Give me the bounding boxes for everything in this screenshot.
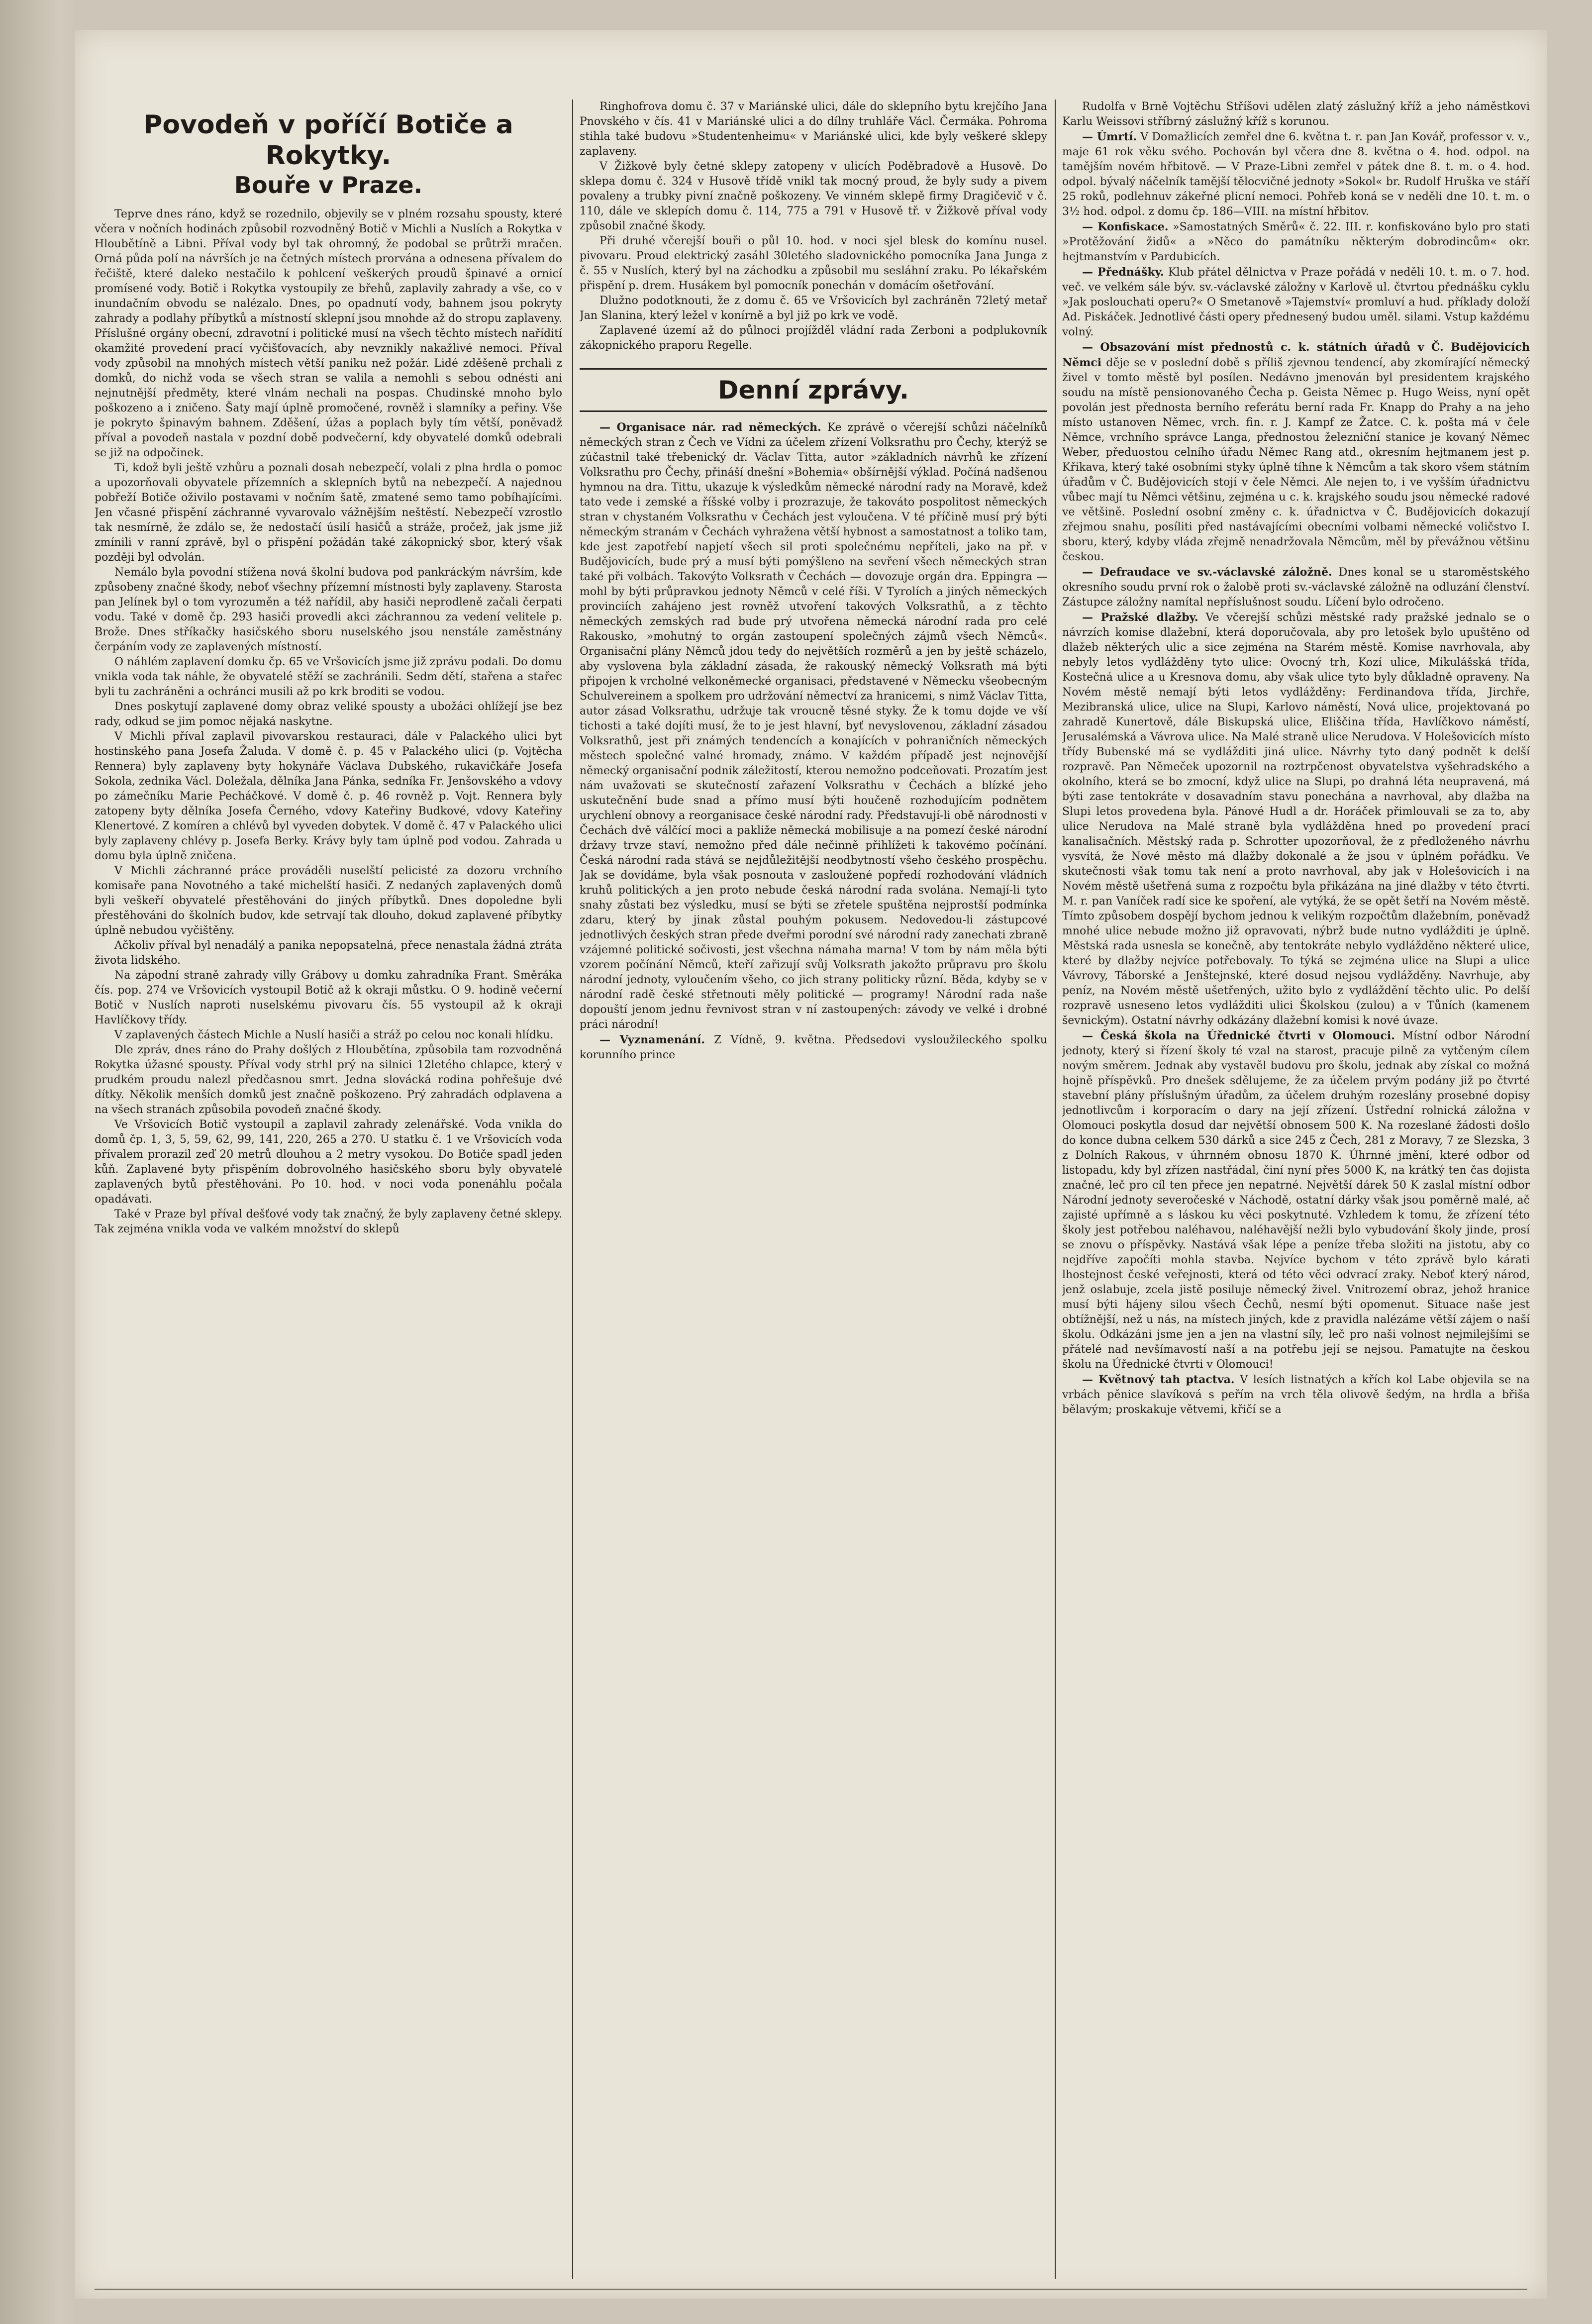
article-subhead: Bouře v Praze.: [234, 172, 423, 199]
column-2: [580, 100, 1047, 2289]
news-item-title: — Defraudace ve sv.-václavské záložně.: [1082, 566, 1332, 579]
news-item: [1062, 1028, 1530, 1372]
news-item-text: Ke zprávě o včerejší schůzi náčelníků německých stran z Čech ve Vídni za účelem zřízení Volksrathu pro Čechy, kterýž se zúčastnil také třebenický dr. Václav Titta, autor »základních návrhů ke zřízení Volksrathu pro Čechy, přináší dnešní »Bohemia« obšírnější výklad. Počíná nadšenou hymnou na dra. Tittu, ukazuje k výsledkům německé národní rady na Moravě, kdež tato vede i zemské a říšské volby i prozrazuje, že takováto pospolitost německých stran v chystaném Volksrathu v Čechách jest vyloučena. V té příčině musí prý býti německým stranám v Čechách vyhražena větší hybnost a samostatnost a toliko tam, kde jest zapotřebí napjetí všech sil proti společnému nepříteli, jako na př. v Budějovicích, bude prý a musí býti pomýšleno na sevření všech německých stran také při volbách. Takovýto Volksrath v Čechách — dovozuje orgán dra. Eppingra — mohl by býti průpravkou jednoty Němců v celé říši. V Tyrolích a jiných německých provinciích zahájeno jest rovněž utvoření takových Volksrathů, a z těchto německých zemských rad bude prý utvořena německá národní rada pro celé Rakousko, »mohutný to orgán zastoupení společných zájmů všech Němců«. Organisační plány Němců jdou tedy do největších rozměrů a jen by ještě scházelo, aby vyslovena byla základní zásada, že rakouský německý Volksrath má býti připojen k vrcholné velkoněmecké organisaci, představené v Německu všeobecným Schulvereinem a spolkem pro udržování němectví za hranicemi, s nimž Václav Titta, autor zásad Volksrathu, udržuje tak vroucně těsné styky. Že k tomu dojde ve vší tichosti a také dojíti musí, že to je jest hlavní, byť nevyslovenou, základní zásadou Volksrathů, jest při známých tendencích a konajících v pohraničních německých městech společné valné hromady, známo. V každém případě jest nejnovější německý organisační podnik záležitostí, kterou nemožno podceňovati. Prozatím jest nám uvažovati se skutečností zařazení Volksrathu v Čechách a blízké jeho uskutečnění bude snad a přímo musí býti houčeně rozhodujícím podnětem urychlení obnovy a reorganisace české národní rady. Představují-li obě národnosti v Čechách dvě válčící moci a pakliže německá mobilisuje a na pomezí české národní državy trvze staví, nemožno před dále nečinně přihlížeti k takovémo počínání. Česká národní rada stává se nejdůležitější neodbytností všeho českého prospěchu. Jak se dovídáme, byla však posnouta v zasloužené popředí rozhodování vládních kruhů politických a jen proto nebude česká národní rada svolána. Nemají-li tyto snahy zůstati bez výsledku, musí se býti se zřetele spuštěna nejprostší podmínka zdaru, který by jinak zůstal pouhým pokusem. Nedovedou-li zástupcové jednotlivých českých stran přede dveřmi porodní své národní rady zanechati zbraně vzájemné politické sočivosti, jest všechna námaha marna! V tom by nám měla býti vzorem počínání Němců, kteří zařizují svůj Volksrath jakožto průpravu pro školu národní jednoty, vyloučením všeho, co jich strany politicky různí. Běda, kdyby se v národní radě české střetnouti měly politické — programy! Národní rada naše dopouští jenom jednu řevnivost stran v ní zastoupených: závody ve velké i drobné práci národní!: [580, 421, 1047, 1031]
news-item-title: — Přednášky.: [1082, 266, 1164, 279]
article-body: [95, 207, 562, 1237]
news-item-title: — Organisace nár. rad německých.: [599, 421, 821, 434]
news-item-title: — Konfiskace.: [1082, 220, 1169, 233]
news-item-text: Dnes konal se u staroměstského okresního soudu první rok o žalobě proti sv.-václavské záložně na odluzání členství. Zástupce záložny namítal nepříslušnost soudu. Líčení bylo odročeno.: [1062, 566, 1530, 608]
article-paragraph: Na zápodní straně zahrady villy Grábovy u domku zahradníka Frant. Směráka čís. pop. 274 ve Vršovicích vystoupil Botič až k okraji můstku. O 9. hodině večerní Botič v Nuslích naproti nuselskému pivovaru čís. 55 vystoupil až k okraji Havlíčkovy třídy.: [95, 969, 562, 1026]
article-paragraph: Ringhofrova domu č. 37 v Mariánské ulici, dále do sklepního bytu krejčího Jana Pnovského v čís. 41 v Mariánské ulici a do dílny truhláře Václ. Čermáka. Pohroma stihla také budovu »Studentenheimu« v Mariánské ulici, kde byly veškeré sklepy zaplaveny.: [580, 101, 1047, 158]
news-item-title: — Obsazování míst přednostů c. k. státních úřadů v Č. Budějovicích Němci: [1062, 341, 1530, 369]
article-paragraph: Ve Vršovicích Botič vystoupil a zaplavil zahrady zelenářské. Voda vnikla do domů čp. 1, 3, 5, 59, 62, 99, 141, 220, 265 a 270. U statku č. 1 ve Vršovicích voda přívalem prorazil zeď 20 metrů dlouhou a 2 metry vysokou. Do Botiče spadl jeden kůň. Zaplavené byty přispěním dobrovolného hasičského sboru byly obyvatelé zaplavených bytů přestěhováni. Po 10. hod. v noci voda ponenáhlu počala opadávati.: [95, 1118, 562, 1206]
news-item-text: Ve včerejší schůzi městské rady pražské jednalo se o návrzích komise dlažební, která doporučovala, aby pro letošek bylo upuštěno od dlažeb některých ulic a sice zejména na Starém městě. Komise navrhovala, aby nebyly letos vydlážděny tyto ulice: Ovocný trh, Kozí ulice, Mikulášská třída, Kostečná ulice a u Kresnova domu, aby však ulice tyto byly důkladně opraveny. Na Novém městě nemají býti letos vydlážděny: Ferdinandova třída, Jirchře, Mezibranská ulice, ulice na Slupi, Karlovo náměstí, Nová ulice, projektovaná po zahradě Kunertově, dále Biskupská ulice, Eliščina třída, Havlíčkovo náměstí, Jerusalémská a Vávrova ulice. Na Malé straně ulice Nerudova. V Holešovicích místo třídy Bubenské má se vydlážditi jiná ulice. Návrhy tyto daný podnět k delší rozpravě. Pan Němeček upozornil na roztrpčenost obyvatelstva vyšehradského a okolního, která se bo zmocní, když ulice na Slupi, po drahná léta neupravená, má býti zase tentokráte v dosavadním stavu ponechána a navrhoval, aby dlažba na Slupi letos provedena byla. Pánové Hudl a dr. Horáček přimlouvali se za to, aby ulice Nerudova na Malé straně byla vydlážděna hned po provedení prací kanalisačních. Městský rada p. Schrotter upozorňoval, že z předloženého návrhu vysvítá, že Nové město má dlažby dokonalé a že jsou v úplném pořádku. Ve skutečnosti však tomu tak není a proto navrhoval, aby jak v Holešovicích i na Novém městě ušetřená suma z rozpočtu byla přikázána na jiné dlažby v této čtvrti. M. r. pan Vaníček radí sice ke spoření, ale vytýká, že se opět šetří na Novém městě. Tímto způsobem dospějí bychom jednou k velikým rozpočtům dlažebním, poněvadž mnohé ulice nebude možno již opravovati, nýbrž bude nutno vydlážditi je úplně. Městská rada usnesla se konečně, aby tentokráte nebylo vydlážděno některé ulice, které by dlažby nejvíce potřebovaly. To týká se zejména ulice na Slupi a ulice Vávrovy, Táborské a Jenštejnské, které dosud nejsou vydlážděny. Navrhuje, aby peníz, na Novém městě ušetřených, užito bylo z vydláždění těchto ulic. Po delší rozpravě usneseno letos vydlážditi ulici Školskou (zulou) a v Tůních (kamenem ševnickým). Ostatní návrhy odkázány dlažební komisi k nové úvaze.: [1062, 611, 1530, 1027]
article-paragraph: Ti, kdož byli ještě vzhůru a poznali dosah nebezpečí, volali z plna hrdla o pomoc a upozorňovali obyvatele přízemních a sklepních bytů na nebezpečí. A najednou pobřeží Botiče oživilo postavami v nočním šatě, zmatené semo tamo pobíhajícími. Jen včasné přispění záchranné vyvarovalo vážnějším neštěstí. Nebezpečí vzrostlo tak nesmírně, že zdálo se, že nedostačí úsilí hasičů a stráže, pročež, jak jsme již zmínili v ranní zprávě, byl o přispění požádán také zákopnický sbor, který však později byl odvolán.: [95, 462, 562, 564]
column-rule: [572, 100, 573, 2279]
news-item-text: děje se v poslední době s příliš zjevnou tendencí, aby zkomírající německý živel v tomto městě byl posílen. Nedávno jmenován byl presidentem krajského soudu na místě pensionovaného Čecha p. Geista Němec p. Hugo Weiss, nyní opět povolán jest přednosta berního referátu berní rada Fr. Knapp do Prahy a na jeho místo ustanoven Němec, vrch. fin. r. J. Kampf ze Žatce. C. k. pošta má v čele Němce, vrchního správce Langa, přednostou železniční stanice je kovaný Němec Weber, předuostou celního úřadu Němec Rang atd., okresním hejtmanem jest p. Křikava, který také osobními styky úplně tíhne k Němcům a tak skoro všem státním úřadům v Č. Budějovicích stojí v čele Němci. Ale nejen to, i ve vyšším úřadnictvu vůbec mají tu Němci většinu, zejména u c. k. krajského soudu jsou německé radové ve většině. Poslední osobní změny c. k. úřadnictva v Č. Budějovicích dokazují zřejmou snahu, posíliti před nastávajícími obecními volbami německé voličstvo I. sboru, který, kdyby vláda zřejmě nenadržovala Němcům, měl by převážnou většinu českou.: [1062, 357, 1530, 563]
news-item-title: — Česká škola na Úřednické čtvrti v Olomouci.: [1082, 1029, 1395, 1042]
news-item: [1062, 1372, 1530, 1417]
news-item: [1062, 610, 1530, 1028]
article-paragraph: Dlužno podotknouti, že z domu č. 65 ve Vršovicích byl zachráněn 72letý metař Jan Slanina, který ležel v konírně a byl již po krk ve vodě.: [580, 295, 1047, 322]
article-paragraph: Při druhé včerejší bouři o půl 10. hod. v noci sjel blesk do komínu nusel. pivovaru. Proud elektrický zasáhl 30letého sladovnického pomocníka Jana Junga z č. 55 v Nuslích, který byl na záchodku a způsobil mu sesláhní zraku. Po lékařském přispění p. drem. Husákem byl pomocník ponechán v domácím ošetřování.: [580, 235, 1047, 292]
news-item: [1062, 219, 1530, 265]
news-item-text: V lesích listnatých a křích kol Labe objevila se na vrbách pěnice slavíková s peřím na vrch těla olivově šedým, na hrdla a břiša bělavým; proskakuje větvemi, křičí se a: [1062, 1374, 1530, 1416]
news-item-text: »Samostatných Směrů« č. 22. III. r. konfiskováno bylo pro stati »Protěžování židů« a »Něco do památníku některým dobrodincům« okr. hejtmanstvím v Pardubicích.: [1062, 221, 1530, 263]
article-paragraph: V zaplavených částech Michle a Nuslí hasiči a stráž po celou noc konali hlídku.: [114, 1029, 554, 1041]
news-item: [1062, 100, 1530, 129]
news-item-title: — Úmrtí.: [1082, 130, 1137, 143]
column-1: [95, 100, 562, 2289]
article-paragraph: V Michli záchranné práce prováděli nuselští pelicisté za dozoru vrchního komisaře pana Novotného a také michelští hasiči. Z nedaných zaplavených domů byli veškeří obyvatelé přestěhováni do jiných příbytků. Dnes dopoledne byli přestěhováni do školních budov, kde setrvají tak dlouho, dokud zaplavené příbytky úplně nebudou vyčištěny.: [95, 865, 562, 937]
news-item-text: Z Vídně, 9. května. Předsedovi vysloužileckého spolku korunního prince: [580, 1034, 1047, 1061]
news-item-title: — Pražské dlažby.: [1082, 611, 1198, 624]
column-3: [1062, 100, 1530, 2289]
section-title: Denní zprávy.: [580, 368, 1047, 412]
article-paragraph: V Žižkově byly četné sklepy zatopeny v ulicích Poděbradově a Husově. Do sklepa domu č. 324 v Husově třídě vnikl tak mocný proud, že byly sudy a pivem povaleny a trubky pivní značně poškozeny. Ve vinném sklepě firmy Dragičevič v č. 110, dále ve sklepích domu č. 114, 775 a 791 v Husově tř. v Žižkově příval vody způsobil značné škody.: [580, 160, 1047, 232]
article-paragraph: V Michli příval zaplavil pivovarskou restauraci, dále v Palackého ulici byt hostinského pana Josefa Žaluda. V domě č. p. 45 v Palackého ulici (p. Vojtěcha Rennera) byly zaplaveny byty hokynáře Václava Dubského, rukavičkáře Josefa Sokola, zednika Václ. Doležala, dělníka Jana Pánka, sedníka Fr. Jenšovského a vdovy po zámečníku Marie Pecháčkové. V domě č. p. 46 rovněž p. Vojt. Rennera byly zatopeny byty dělníka Josefa Černého, vdovy Kateřiny Budkové, vdovy Kateřiny Klenertové. Z komíren a chlévů byl vyveden dobytek. V domě č. 47 v Palackého ulici byly zaplaveny chlévy p. Josefa Berky. Krávy byly tam úplně pod vodou. Zahrada u domu byla úplně zničena.: [95, 730, 562, 862]
article-paragraph: Ačkoliv příval byl nenadálý a panika nepopsatelná, přece nenastala žádná ztráta života lidského.: [95, 939, 562, 967]
column-rule: [1055, 100, 1056, 2279]
news-item-text: Místní odbor Národní jednoty, který si řízení školy té vzal na starost, pracuje pilně za vytčeným cílem novým směrem. Jednak aby vystavěl budovu pro školu, jednak aby získal co možná hojně příspěvků. Pro dnešek sdělujeme, že za účelem prvým podány již po čtvrté stavební plány příslušným úřadům, za účelem druhým rozeslány prosebné dopisy jednotlivcům i korporacím o dary na její zřízení. Ústřední rolnická záložna v Olomouci poskytla dosud dar největší obnosem 500 K. Na rozeslané žádosti došlo do konce dubna celkem 530 dárků a sice 245 z Čech, 281 z Moravy, 7 ze Slezska, 3 z Dolních Rakous, v úhrnném obnosu 1870 K. Úhrnné jmění, které odbor od listopadu, kdy byl zřízen nastřádal, činí nyní přes 5000 K, na krátký ten čas dojista značné, leč pro cíl ten přece jen nepatrné. Největší dárek 50 K zaslal místní odbor Národní jednoty severočeské v Náchodě, ostatní dárky však jsou poměrně malé, ač zajisté upřímně a s láskou ku věci poskytnuté. Vzhledem k tomu, že zřízení této školy jest potřebou naléhavou, naléhavější nežli bylo vybudování školy jinde, prosí se znovu o příspěvky. Nastává však lépe a peníze třeba složiti na jistotu, aby co nejdříve započíti mohla stavba. Nejvíce bychom v této zprávě bylo kárati lhostejnost české veřejnosti, která od této věci odvrací zraky. Neboť který národ, jenž oslabuje, zcela jistě posiluje německý živel. Vnitrozemí obraz, jehož hranice musí býti hájeny silou všech Čechů, nesmí býti opomenut. Situace naše jest obtížnější, než u nás, na místech jiných, kde z pravidla nalézáme větší zájem o naší školu. Odkázáni jsme jen a jen na vlastní síly, leč pro naši volnost nejmilejšími se přátelé nad nevšímavostí naší a na potřebu její se nejsou. Pamatujte na českou školu na Úřednické čtvrti v Olomouci!: [1062, 1030, 1530, 1371]
article-paragraph: Dnes poskytují zaplavené domy obraz veliké spousty a ubožáci ohlížejí jse bez rady, odkud se jim pomoc nějaká naskytne.: [95, 701, 562, 728]
article-paragraph: Zaplavené území až do půlnoci projížděl vládní rada Zerboni a podplukovník zákopnického praporu Regelle.: [580, 324, 1047, 352]
news-item: [1062, 265, 1530, 340]
article-paragraph: Dle zpráv, dnes ráno do Prahy došlých z Hloubětína, způsobila tam rozvodněná Rokytka úžasné spousty. Příval vody strhl prý na silnici 12letého chlapce, který v prudkém proudu nalezl předčasnou smrt. Jedna slovácká rodina pohřešuje dvé dítky. Několik menších domků jest značně poškozeno. Prý zahradách odplavena a na všech stranách způsobila povodeň značné škody.: [95, 1044, 562, 1116]
binding-edge: [0, 0, 75, 2324]
news-item: [580, 420, 1047, 1032]
news-item: [1062, 129, 1530, 219]
news-item: [1062, 340, 1530, 565]
article-paragraph: Nemálo byla povodní stížena nová školní budova pod pankráckým návrším, kde způsobeny značné škody, neboť všechny přízemní místnosti byly zaplaveny. Starosta pan Jelínek byl o tom vyrozuměn a též nařídil, aby hasiči neprodleně začali čerpati vodu. Také v domě čp. 293 hasiči provedli akci záchrannou za vedení velitele p. Brože. Dnes stříkačky hasičského sboru nuselského jsou nenstále zaměstnány čerpáním vody ze zaplavených místností.: [95, 566, 562, 653]
article-paragraph: Teprve dnes ráno, když se rozednilo, objevily se v plném rozsahu spousty, které včera v nočních hodinách způsobil rozvodněný Botič v Michli a Nuslích a Rokytka v Hloubětíně a Libni. Příval vody byl tak ohromný, že podobal se průtrži mračen. Orná půda polí na návrších je na četných místech prorvána a odnesena přívalem do řečiště, které daleko nestačilo k pohlcení veškerých proudů špinavé a ornicí promísené vody. Botič i Rokytka vystoupily ze břehů, zaplavily zahrady a vše, co v inundačním obvodu se nalézalo. Dnes, po opadnutí vody, bahnem jsou pokryty zahrady a podlahy příbytků a místností sklepní jsou mnohde až do stropu zaplaveny. Příslušné orgány obecní, zdravotní i politické musí na všech těchto místech nařídití okamžité provedení prací vyčišťovacích, aby nevznikly nakažlivé nemoci. Příval vody způsobil na mnohých místech větší paniku než požár. Lidé zděšeně prchali z domků, do nichž voda se všech stran se valila a nemohli s sebou odnésti ani nejnutnější předměty, které vlnám nechali na pospas. Chudinské mnoho bylo poškozeno a i zničeno. Šaty mají úplně promočené, rovněž i slamníky a peřiny. Vše je pokryto špinavým bahnem. Zděšení, úžas a poplach byly tím větší, poněvadž příval a povodeň nastala v pozdní době podvečerní, kdy obyvatelé domků odebrali se již na odpočinek.: [95, 208, 562, 459]
news-item-text: Rudolfa v Brně Vojtěchu Stříšovi udělen zlatý záslužný kříž a jeho náměstkovi Karlu Weissovi stříbrný záslužný kříž s korunou.: [1062, 101, 1530, 128]
news-item-text: Klub přátel dělnictva v Praze pořádá v neděli 10. t. m. o 7. hod. več. ve velkém sále býv. sv.-václavské záložny v Karlově ul. čtvrtou přednášku cyklu »Jak poslouchati operu?« O Smetanově »Tajemství« promluví a hud. příklady doloží Ad. Piskáček. Jednotlivé části opery přednesený budou uměl. silami. Vstup každému volný.: [1062, 266, 1530, 338]
newspaper-page: [75, 30, 1547, 2299]
article-paragraph: Také v Praze byl příval dešťové vody tak značný, že byly zaplaveny četné sklepy. Tak zejména vnikla voda ve valkém množství do sklepů: [95, 1208, 562, 1235]
news-item-title: — Květnový tah ptactva.: [1082, 1373, 1235, 1386]
article-headline: Povodeň v poříčí Botiče a Rokytky.: [143, 110, 513, 171]
news-item-title: — Vyznamenání.: [599, 1033, 705, 1046]
news-item: [580, 1032, 1047, 1063]
news-item: [1062, 565, 1530, 610]
bottom-rule: [95, 2289, 1527, 2290]
news-item-text: V Domažlicích zemřel dne 6. května t. r. pan Jan Kovář, professor v. v., maje 61 rok věku svého. Pochován byl včera dne 8. května o 4. hod. odpol. na tamějším novém hřbitově. — V Praze-Libni zemřel v pátek dne 8. t. m. o 4. hod. odpol. bývalý náčelník tamější tělocvičné jednoty »Sokol« br. Rudolf Hruška ve stáří 25 roků, podlehnuv zákeřné plicní nemoci. Pohřeb koná se v neděli dne 10. t. m. o 3½ hod. odpol. z domu čp. 186—VIII. na místní hřbitov.: [1062, 131, 1530, 218]
article-paragraph: O náhlém zaplavení domku čp. 65 ve Vršovicích jsme již zprávu podali. Do domu vnikla voda tak náhle, že obyvatelé stěží se zachránili. Sedm dětí, stařena a stařec byli tu zachráněni a ochránci musili až po krk broditi se vodou.: [95, 656, 562, 698]
